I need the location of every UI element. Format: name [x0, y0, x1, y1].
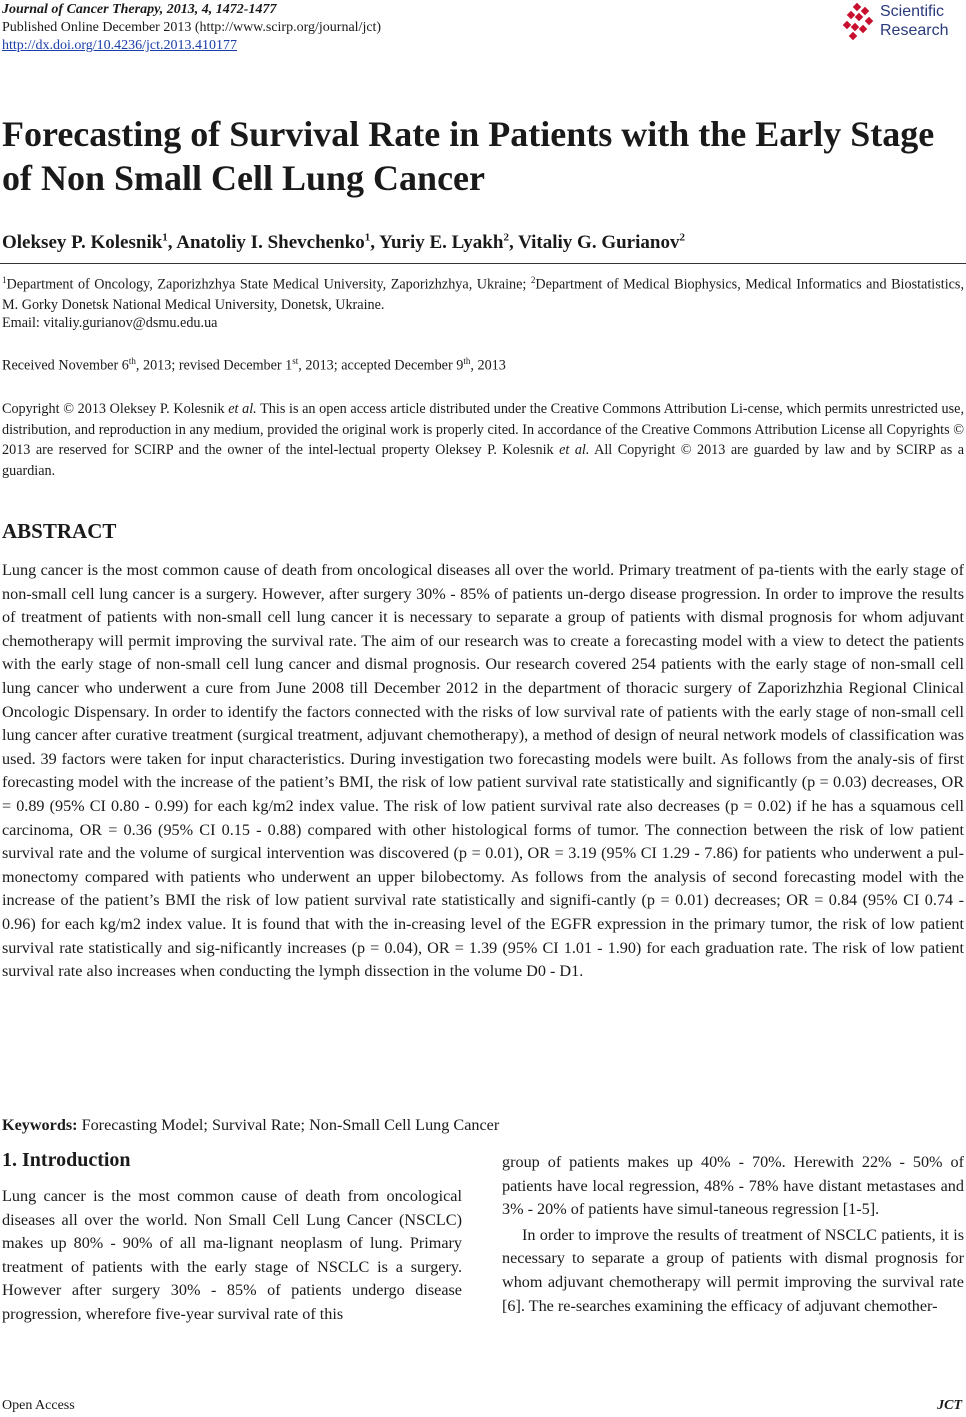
intro-left-column: Lung cancer is the most common cause of death from oncological diseases all over the world. Non Small Cell Lung Cancer (NSCLC) makes up 80% - 90% of all ma-lignant neoplasm of lung. Primary treatment of patients with the early stage of NSCLC is a surgery. However after surgery 30% - 85% of patients undergo disease progression, wherefore five-year survival rate of this — [2, 1187, 462, 1323]
logo-wordmark — [880, 2, 948, 40]
intro-right-column — [502, 1151, 964, 1318]
intro-paragraph-2: In order to improve the results of treatment of NSCLC patients, it is necessary to separate a group of patients with dismal prognosis for whom adjuvant chemotherapy will permit improving the survival rate [6]. The re-searches examining the efficacy of adjuvant chemother- — [502, 1225, 964, 1315]
journal-citation: , 2013, 4, 1472-1477 — [159, 2, 277, 17]
received-dates: Received November 6th, 2013; revised December 1st, 2013; accepted December 9th, 2013 — [2, 356, 506, 374]
author-2: Anatoliy I. Shevchenko$^1$, — [176, 232, 379, 254]
intro-paragraph-1-cont: group of patients makes up 40% - 70%. Herewith 22% - 50% of patients have local regression, 48% - 78% have distant metastases and 3% - 20% of patients have simul-taneous regression [1-5]. — [502, 1153, 964, 1219]
published-line: Published Online December 2013 (http://www.scirp.org/journal/jct) — [2, 20, 382, 35]
abstract-body: Lung cancer is the most common cause of death from oncological diseases all over the world. Primary treatment of pa-tients with the early stage of non-small cell lung cancer is a surgery. However, after surgery 30% - 85% of patients un-dergo disease progression. In order to improve the results of treatment of patients with non-small cell lung cancer it is necessary to separate a group of patients with dismal prognosis for whom adjuvant chemotherapy will permit improving the survival rate. The aim of our research was to create a forecasting model with a view to detect the patients with the early stage of non-small cell lung cancer and dismal prognosis. Our research covered 254 patients with the early stage of non-small cell lung cancer who underwent a cure from June 2008 till December 2012 in the department of thoracic surgery of Zaporizhzhia Regional Clinical Oncologic Dispensary. In order to identify the factors connected with the risks of low survival rate of patients with the early stage of non-small cell lung cancer after curative treatment (surgical treatment, adjuvant chemotherapy), a method of design of neural network models of classification was used. 39 factors were taken for input characteristics. During investigation two forecasting models were built. As follows from the analy-sis of first forecasting model with the increase of the patient’s BMI, the risk of low patient survival rate statistically and significantly (p = 0.03) decreases, OR = 0.89 (95% CI 0.80 - 0.99) for each kg/m2 index value. The risk of low patient survival rate also decreases (p = 0.02) if he has a squamous cell carcinoma, OR = 0.36 (95% CI 0.15 - 0.88) compared with other histological forms of tumor. The connection between the risk of low patient survival rate and the volume of surgical intervention was discovered (p = 0.01), OR = 3.19 (95% CI 1.29 - 7.86) for patients who underwent a pul-monectomy compared with patients who underwent an upper bilobectomy. As follows from the analysis of second forecasting model with the increase of the patient’s BMI the risk of low patient survival rate statistically and signifi-cantly (p = 0.01) decreases; OR = 0.84 (95% CI 0.74 - 0.96) for each kg/m2 index value. It is found that with the in-creasing level of the EGFR expression in the primary tumor, the risk of low patient survival rate statistically and sig-nificantly increases (p = 0.04), OR = 1.39 (95% CI 1.01 - 1.90) for each graduation rate. The risk of low patient survival rate also increases when conducting the lymph dissection in the volume D0 - D1. — [2, 561, 964, 981]
publisher-logo — [842, 2, 962, 46]
footer-open-access: Open Access — [2, 1398, 75, 1413]
author-1: Oleksey P. Kolesnik$^1$, — [2, 232, 177, 254]
affiliations: $^1$Department of Oncology, Zaporizhzhya State Medical University, Zaporizhzhya, Ukraine; $^2$Department of Medical Biophysics, Medical Informatics and Biostatistics, M. Gorky Donetsk National Medical University, Donetsk, Ukraine. — [2, 275, 965, 313]
footer-journal-abbr: JCT — [937, 1398, 962, 1413]
header-divider — [0, 263, 966, 264]
paper-title: Forecasting of Survival Rate in Patients with the Early Stage of Non Small Cell Lung Cancer — [2, 114, 935, 198]
section-heading-introduction: 1. Introduction — [2, 1149, 131, 1171]
scirp-logo-icon — [842, 2, 878, 42]
contact-email: Email: vitaliy.gurianov@dsmu.edu.ua — [2, 315, 218, 331]
doi-link[interactable]: http://dx.doi.org/10.4236/jct.2013.410177 — [2, 38, 238, 53]
abstract-heading: ABSTRACT — [2, 519, 117, 543]
journal-header — [2, 1, 381, 55]
logo-line-1: Scientific — [880, 3, 945, 20]
author-3: Yuriy E. Lyakh$^2$, — [379, 232, 519, 254]
author-4: Vitaliy G. Gurianov$^2$ — [518, 232, 685, 254]
keywords: Keywords: Forecasting Model; Survival Rate; Non-Small Cell Lung Cancer — [2, 1116, 500, 1134]
journal-name: Journal of Cancer Therapy — [2, 2, 160, 17]
logo-line-2: Research — [880, 22, 949, 39]
copyright-notice: Copyright © 2013 Oleksey P. Kolesnik et al. This is an open access article distributed under the Creative Commons Attribution Li-cense, which permits unrestricted use, distribution, and reproduction in any medium, provided the original work is properly cited. In accordance of the Creative Commons Attribution License all Copyrights © 2013 are reserved for SCIRP and the owner of the intel-lectual property Oleksey P. Kolesnik et al. All Copyright © 2013 are guarded by law and by SCIRP as a guardian. — [2, 401, 964, 479]
author-list — [2, 232, 685, 254]
